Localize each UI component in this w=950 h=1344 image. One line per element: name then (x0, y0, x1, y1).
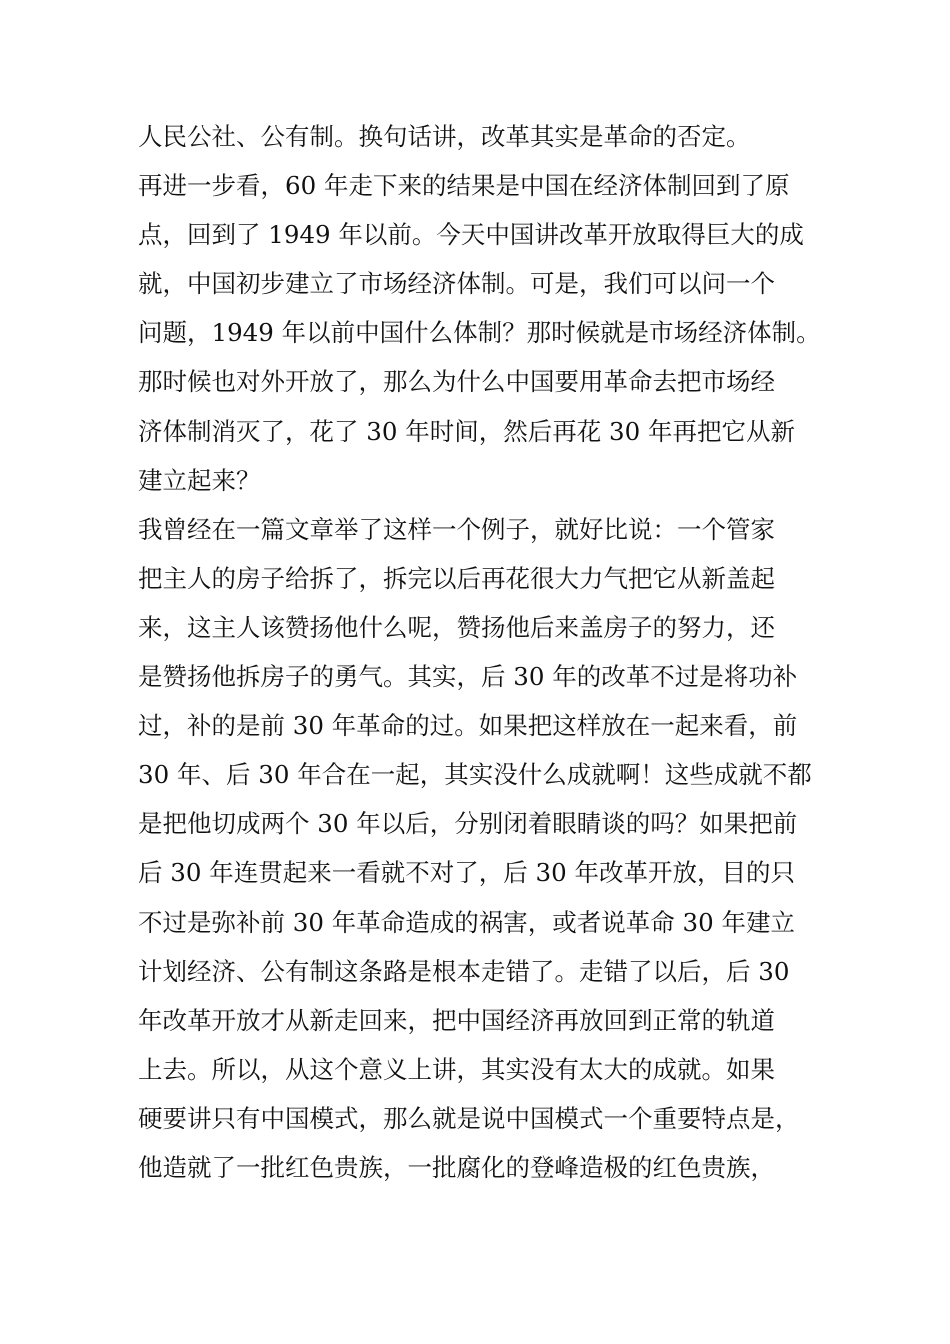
text-line: 问题，1949 年以前中国什么体制？那时候就是市场经济体制。 (138, 318, 821, 348)
body-text (138, 112, 838, 1192)
text-line: 人民公社、公有制。换句话讲，改革其实是革命的否定。 (138, 122, 751, 151)
text-line: 那时候也对外开放了，那么为什么中国要用革命去把市场经 (138, 367, 775, 397)
text-line: 不过是弥补前 30 年革命造成的祸害，或者说革命 30 年建立 (138, 907, 795, 937)
text-line: 计划经济、公有制这条路是根本走错了。走错了以后，后 30 (138, 956, 790, 986)
text-line: 30 年、后 30 年合在一起，其实没什么成就啊！这些成就不都 (138, 760, 812, 790)
text-line: 济体制消灭了，花了 30 年时间，然后再花 30 年再把它从新 (138, 416, 795, 446)
text-line: 再进一步看，60 年走下来的结果是中国在经济体制回到了原 (138, 171, 790, 201)
text-line: 后 30 年连贯起来一看就不对了，后 30 年改革开放，目的只 (138, 858, 795, 888)
text-line: 就，中国初步建立了市场经济体制。可是，我们可以问一个 (138, 269, 775, 299)
text-line: 年改革开放才从新走回来，把中国经济再放回到正常的轨道 (138, 1005, 775, 1035)
text-line: 硬要讲只有中国模式，那么就是说中国模式一个重要特点是， (138, 1103, 800, 1133)
text-line: 是赞扬他拆房子的勇气。其实，后 30 年的改革不过是将功补 (138, 662, 798, 692)
text-line: 把主人的房子给拆了，拆完以后再花很大力气把它从新盖起 (138, 563, 775, 593)
text-line: 上去。所以，从这个意义上讲，其实没有太大的成就。如果 (138, 1054, 775, 1084)
text-line: 我曾经在一篇文章举了这样一个例子，就好比说：一个管家 (138, 514, 775, 544)
text-line: 建立起来？ (138, 465, 261, 495)
text-line: 是把他切成两个 30 年以后，分别闭着眼睛谈的吗？如果把前 (138, 809, 798, 839)
text-line: 过，补的是前 30 年革命的过。如果把这样放在一起来看，前 (138, 711, 798, 741)
text-line: 来，这主人该赞扬他什么呢，赞扬他后来盖房子的努力，还 (138, 612, 775, 642)
text-line: 点，回到了 1949 年以前。今天中国讲改革开放取得巨大的成 (138, 220, 804, 250)
text-line: 他造就了一批红色贵族，一批腐化的登峰造极的红色贵族， (138, 1152, 775, 1182)
